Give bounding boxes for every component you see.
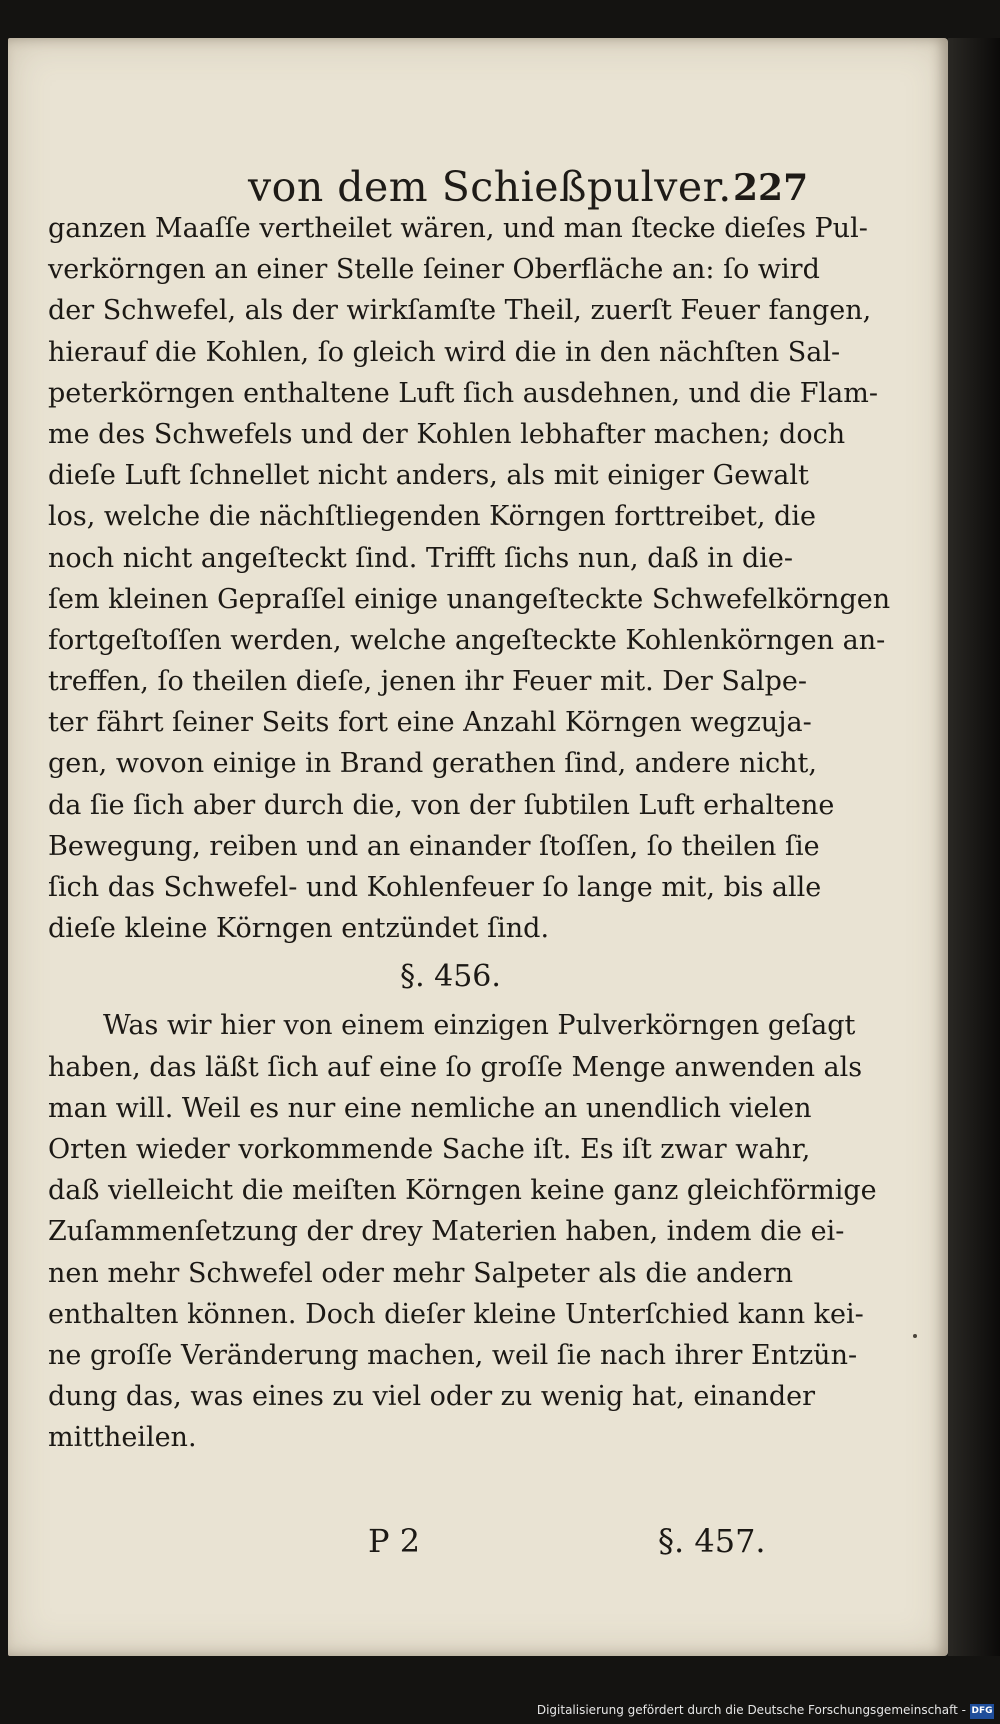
text-line: dung das, was eines zu viel oder zu wenig hat, einander [48, 1381, 816, 1413]
section-heading: §. 456. [400, 959, 501, 995]
text-line: hierauf die Kohlen, ſo gleich wird die in den nächſten Sal- [48, 336, 841, 368]
page-number: 227 [733, 167, 809, 209]
catchword: §. 457. [658, 1522, 766, 1560]
text-line: gen, wovon einige in Brand gerathen ſind, andere nicht, [48, 748, 817, 780]
ink-speck [913, 1334, 917, 1338]
text-line: ſem kleinen Gepraſſel einige unangeſteckte Schwefelkörngen [48, 583, 891, 615]
text-line: nen mehr Schwefel oder mehr Salpeter als die andern [48, 1257, 793, 1289]
text-line: ſich das Schwefel- und Kohlenfeuer ſo lange mit, bis alle [48, 872, 822, 903]
text-line: noch nicht angeſteckt ſind. Trifft ſichs nun, daß in die- [48, 542, 793, 574]
running-title: von dem Schießpulver. [248, 163, 732, 211]
text-line: dieſe Luft ſchnellet nicht anders, als mit einiger Gewalt [48, 460, 809, 492]
text-line: dieſe kleine Körngen entzündet ſind. [48, 913, 550, 945]
paragraph-2 [48, 1005, 877, 1458]
text-line: Orten wieder vorkommende Sache iſt. Es iſt zwar wahr, [48, 1133, 811, 1165]
signature-mark: P 2 [368, 1522, 421, 1560]
text-line: Was wir hier von einem einzigen Pulverkörngen geſagt [103, 1010, 856, 1042]
text-line: Bewegung, reiben und an einander ſtoſſen, ſo theilen ſie [48, 830, 820, 862]
body-text [48, 208, 891, 1458]
text-line: fortgeſtoſſen werden, welche angeſteckte Kohlenkörngen an- [48, 624, 886, 656]
digitization-credit [0, 1700, 1000, 1724]
paragraph-1 [48, 208, 891, 949]
text-line: los, welche die nächſtliegenden Körngen forttreibet, die [48, 501, 816, 533]
text-line: da ſie ſich aber durch die, von der ſubtilen Luft erhaltene [48, 789, 835, 821]
text-line: verkörngen an einer Stelle ſeiner Oberfläche an: ſo wird [48, 254, 820, 286]
text-line: mittheilen. [48, 1422, 197, 1454]
scan-edge [948, 38, 1000, 1656]
dfg-logo: DFG [970, 1704, 994, 1719]
credit-text: Digitalisierung gefördert durch die Deutsche Forschungsgemeinschaft - [536, 1703, 966, 1717]
text-line: man will. Weil es nur eine nemliche an unendlich vielen [48, 1092, 812, 1124]
text-line: ganzen Maaſſe vertheilet wären, und man ſtecke dieſes Pul- [48, 213, 868, 244]
text-line: peterkörngen enthaltene Luft ſich ausdehnen, und die Flam- [48, 377, 878, 409]
text-line: ne groſſe Veränderung machen, weil ſie nach ihrer Entzün- [48, 1339, 858, 1371]
text-line: haben, das läßt ſich auf eine ſo groſſe Menge anwenden als [48, 1051, 863, 1083]
text-line: enthalten können. Doch dieſer kleine Unterſchied kann kei- [48, 1298, 864, 1330]
text-line: ter fährt ſeiner Seits fort eine Anzahl Körngen wegzuja- [48, 707, 812, 739]
text-line: treffen, ſo theilen dieſe, jenen ihr Feuer mit. Der Salpe- [48, 666, 808, 698]
page-footer [8, 1522, 948, 1572]
text-line: daß vielleicht die meiſten Körngen keine ganz gleichförmige [48, 1175, 877, 1207]
text-line: Zuſammenſetzung der drey Materien haben, indem die ei- [48, 1216, 845, 1248]
text-line: me des Schwefels und der Kohlen lebhafter machen; doch [48, 418, 846, 450]
text-line: der Schwefel, als der wirkſamſte Theil, zuerſt Feuer fangen, [48, 295, 872, 327]
book-page [8, 38, 948, 1656]
